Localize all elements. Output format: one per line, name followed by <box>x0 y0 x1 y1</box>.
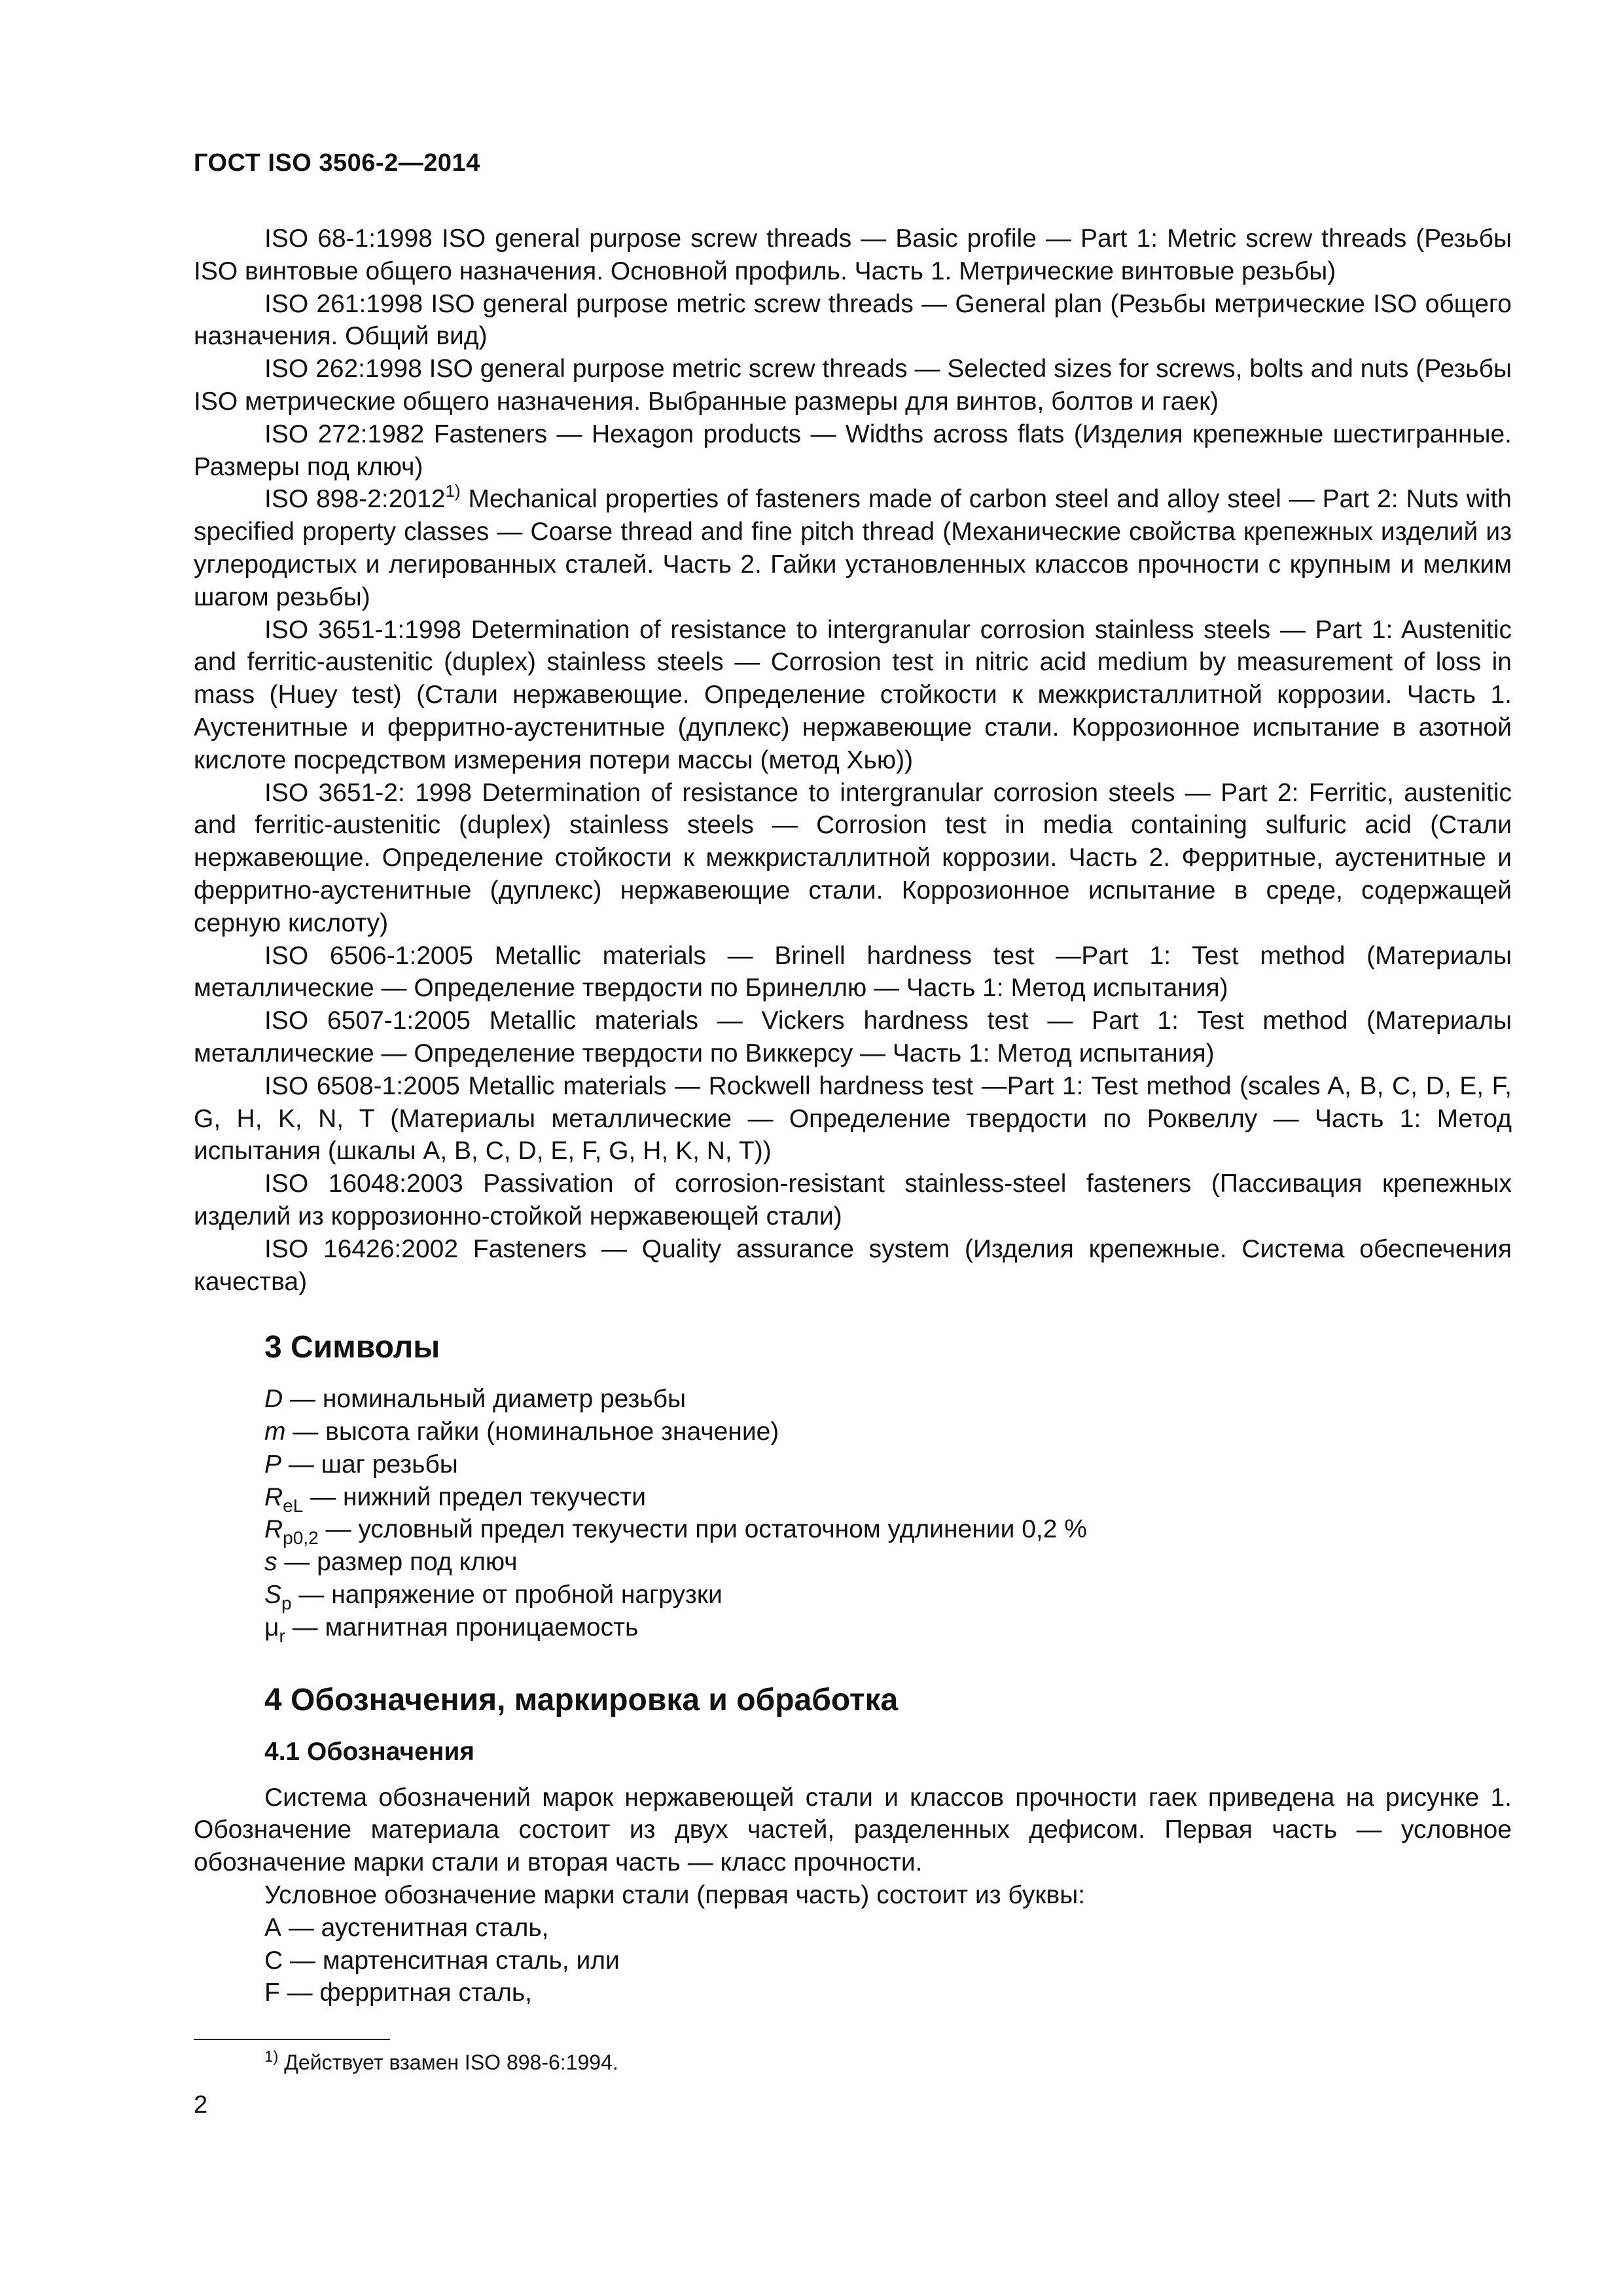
symbol-row <box>194 1611 1512 1644</box>
symbol-row <box>194 1579 1512 1614</box>
symbol-description: — размер под ключ <box>277 1548 518 1577</box>
section-3-heading: 3 Символы <box>264 1330 440 1365</box>
reference-item: ISO 272:1982 Fasteners — Hexagon products — Widths across flats (Изделия крепежные шестигранные. Размеры под ключ) <box>194 420 1512 481</box>
symbol-row <box>194 1546 1512 1579</box>
reference-item: ISO 261:1998 ISO general purpose metric screw threads — General plan (Резьбы метрические ISO общего назначения. Общий вид) <box>194 289 1512 351</box>
symbol-row <box>194 1383 1512 1416</box>
normative-references-list <box>194 223 1512 1298</box>
symbol-row <box>194 1416 1512 1448</box>
body-paragraph: Условное обозначение марки стали (первая часть) состоит из буквы: <box>264 1881 1086 1910</box>
symbol-row <box>194 1513 1512 1549</box>
symbol: $\mu_r$ <box>264 1613 285 1646</box>
reference-item: ISO 3651-2: 1998 Determination of resistance to intergranular corrosion steels — Part 2: Ferritic, austenitic and ferritic-austenitic (duplex) stainless steels — Corrosion test in media containing sulfuric acid (Стали нержавеющие. Определение стойкости к межкристаллитной коррозии. Часть 2. Ферритные, аустенитные и ферритно-аустенитные (дуплекс) нержавеющие стали. Коррозионное испытание в среде, содержащей серную кислоту) <box>194 778 1512 937</box>
reference-item: ISO 6508-1:2005 Metallic materials — Rockwell hardness test —Part 1: Test method (scales A, B, C, D, E, F, G, H, K, N, T (Материалы металлические — Определение твердости по Роквеллу — Часть 1: Метод испытания (шкалы A, B, C, D, E, F, G, H, K, N, T)) <box>194 1071 1512 1166</box>
reference-item: ISO 3651-1:1998 Determination of resistance to intergranular corrosion stainless steels — Part 1: Austenitic and ferritic-austenitic (duplex) stainless steels — Corrosion test in nitric acid medium by measurement of loss in mass (Huey test) (Стали нержавеющие. Определение стойкости к межкристаллитной коррозии. Часть 1. Аустенитные и ферритно-аустенитные (дуплекс) нержавеющие стали. Коррозионное испытание в азотной кислоте посредством измерения потери массы (метод Хью)) <box>194 615 1512 774</box>
symbol-subscript: p0,2 <box>283 1528 319 1549</box>
reference-item <box>194 483 1512 613</box>
symbol-description: — условный предел текучести при остаточном удлинении 0,2 % <box>318 1515 1087 1544</box>
symbol-description: — магнитная проницаемость <box>285 1613 639 1641</box>
reference-item: ISO 6506-1:2005 Metallic materials — Brinell hardness test —Part 1: Test method (Материалы металлические — Определение твердости по Бринеллю — Часть 1: Метод испытания) <box>194 941 1512 1003</box>
symbol: m <box>264 1418 286 1446</box>
page-number: 2 <box>194 2091 208 2119</box>
symbol-description: — напряжение от пробной нагрузки <box>291 1581 722 1609</box>
reference-item: ISO 16426:2002 Fasteners — Quality assurance system (Изделия крепежные. Система обеспечения качества) <box>194 1234 1512 1296</box>
symbol: s <box>264 1548 277 1577</box>
symbols-list <box>194 1383 1512 1646</box>
reference-item: ISO 262:1998 ISO general purpose metric screw threads — Selected sizes for screws, bolts and nuts (Резьбы ISO метрические общего назначения. Выбранные размеры для винтов, болтов и гаек) <box>194 355 1512 416</box>
symbol: D <box>264 1385 283 1414</box>
list-item: А — аустенитная сталь, <box>264 1913 549 1942</box>
symbol-subscript: p <box>281 1593 292 1614</box>
symbol: $R_{eL}$ <box>264 1482 304 1516</box>
section-4-heading: 4 Обозначения, маркировка и обработка <box>264 1682 899 1717</box>
symbol-row <box>194 1448 1512 1481</box>
symbol: P <box>264 1450 282 1479</box>
reference-text: Mechanical properties of fasteners made of carbon steel and alloy steel — Part 2: Nuts with specified property classes — Coarse thread and fine pitch thread (Механические свойства крепежных изделий из углеродистых и легированных сталей. Часть 2. Гайки установленных классов прочности с крупным и мелким шагом резьбы) <box>194 485 1512 611</box>
symbol-description: — нижний предел текучести <box>303 1482 647 1511</box>
footnote <box>264 2049 618 2076</box>
symbol-subscript: r <box>279 1625 285 1646</box>
footnote-marker[interactable]: 1) <box>445 481 461 501</box>
symbol-description: — номинальный диаметр резьбы <box>283 1385 687 1414</box>
body-paragraph: Система обозначений марок нержавеющей стали и классов прочности гаек приведена на рисунке 1. Обозначение материала состоит из двух частей, разделенных дефисом. Первая часть — условное обозначение марки стали и вторая часть — класс прочности. <box>194 1783 1512 1877</box>
symbol-description: — шаг резьбы <box>281 1450 458 1479</box>
document-header-title: ГОСТ ISO 3506-2—2014 <box>194 149 480 177</box>
symbol-subscript: eL <box>283 1495 304 1516</box>
reference-item: ISO 68-1:1998 ISO general purpose screw threads — Basic profile — Part 1: Metric screw threads (Резьбы ISO винтовые общего назначения. Основной профиль. Часть 1. Метрические винтовые резьбы) <box>194 224 1512 285</box>
list-item: С — мартенситная сталь, или <box>264 1946 620 1975</box>
subsection-4-1-heading: 4.1 Обозначения <box>264 1737 475 1766</box>
reference-item: ISO 6507-1:2005 Metallic materials — Vickers hardness test — Part 1: Test method (Материалы металлические — Определение твердости по Виккерсу — Часть 1: Метод испытания) <box>194 1007 1512 1067</box>
page-content <box>194 223 1512 2009</box>
footnote-mark: 1) <box>264 2048 279 2066</box>
reference-item: ISO 16048:2003 Passivation of corrosion-resistant stainless-steel fasteners (Пассивация крепежных изделий из коррозионно-стойкой нержавеющей стали) <box>194 1170 1512 1230</box>
symbol: $R_{p0,2}$ <box>264 1515 319 1549</box>
list-item: F — ферритная сталь, <box>264 1979 533 2007</box>
reference-code: ISO 898-2:2012 <box>264 485 446 514</box>
footnote-text: Действует взамен ISO 898-6:1994. <box>284 2051 618 2074</box>
footnote-divider <box>194 2039 390 2040</box>
symbol-row <box>194 1481 1512 1514</box>
symbol-description: — высота гайки (номинальное значение) <box>285 1418 779 1446</box>
symbol: $S_p$ <box>264 1581 292 1614</box>
